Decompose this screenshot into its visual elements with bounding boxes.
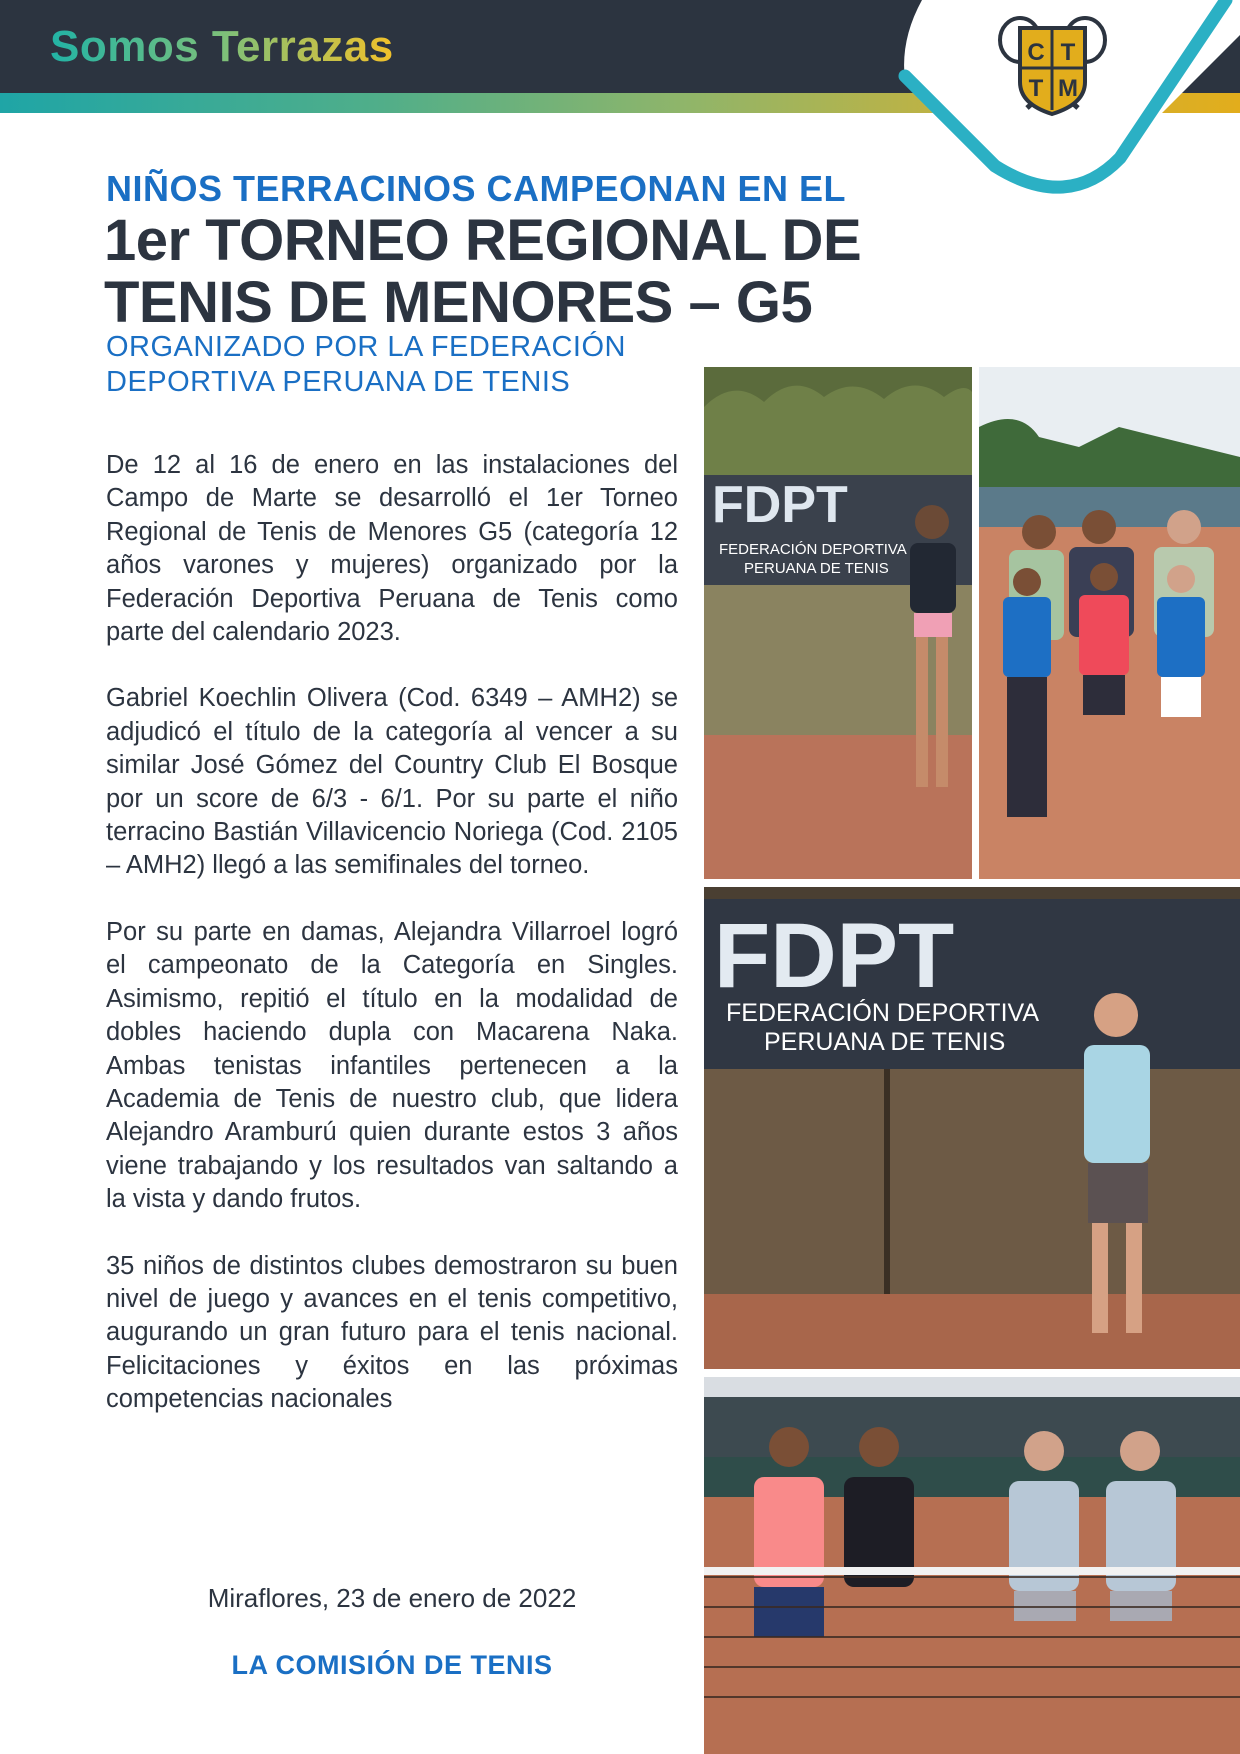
headline-line: TENIS DE MENORES – G5 <box>104 270 813 335</box>
article-kicker: NIÑOS TERRACINOS CAMPEONAN EN EL <box>106 168 847 209</box>
photo-girl-champion <box>704 367 972 879</box>
logo-letter: T <box>1028 75 1044 102</box>
paragraph: 35 niños de distintos clubes demostraron su buen nivel de juego y avances en el tenis competitivo, augurando un gran futuro para el tenis nacional. Felicitaciones y éxitos en las próximas competencias nacionales <box>106 1251 678 1414</box>
logo-letter: C <box>1027 39 1045 66</box>
banner-line: FEDERACIÓN DEPORTIVA <box>726 999 1040 1027</box>
paragraph: De 12 al 16 de enero en las instalaciones del Campo de Marte se desarrolló el 1er Torneo Regional de Tenis de Menores G5 (categoría 12 años varones y mujeres) organizado por la Federación Deportiva Peruana de Tenis como parte del calendario 2023. <box>106 451 678 647</box>
brand-title: Somos Terrazas <box>50 22 394 71</box>
photo-group-club <box>979 367 1240 879</box>
photo-boy-champion <box>704 887 1240 1369</box>
banner-short-text: FDPT <box>714 905 955 1007</box>
article-subhead: ORGANIZADO POR LA FEDERACIÓN DEPORTIVA PERUANA DE TENIS <box>106 331 626 398</box>
article-body <box>106 449 678 1450</box>
article-headline <box>104 210 861 334</box>
banner-line: PERUANA DE TENIS <box>764 1028 1006 1056</box>
paragraph: Por su parte en damas, Alejandra Villarroel logró el campeonato de la Categoría en Singles. Asimismo, repitió el título en la modalidad de dobles haciendo dupla con Macarena Naka. Ambas tenistas infantiles pertenecen a la Academia de Tenis de nuestro club, que lidera Alejandro Aramburú quien durante estos 3 años viene trabajando y los resultados van saltando a la vista y dando frutos. <box>106 917 678 1214</box>
banner-line: FEDERACIÓN DEPORTIVA <box>719 541 907 558</box>
paragraph: Gabriel Koechlin Olivera (Cod. 6349 – AMH2) se adjudicó el título de la categoría al vencer a su similar José Gómez del Country Club El Bosque por un score de 6/3 - 6/1. Por su parte el niño terracino Bastián Villavicencio Noriega (Cod. 2105 – AMH2) llegó a las semifinales del torneo. <box>106 684 678 880</box>
photo-four-girls <box>704 1377 1240 1754</box>
place-date: Miraflores, 23 de enero de 2022 <box>207 1583 577 1613</box>
logo-letter: T <box>1060 39 1076 66</box>
logo-letter: M <box>1058 75 1078 102</box>
signature: LA COMISIÓN DE TENIS <box>231 1650 553 1680</box>
banner-line: PERUANA DE TENIS <box>744 560 889 577</box>
banner-short-text: FDPT <box>712 476 848 534</box>
headline-line: 1er TORNEO REGIONAL DE <box>104 208 862 273</box>
